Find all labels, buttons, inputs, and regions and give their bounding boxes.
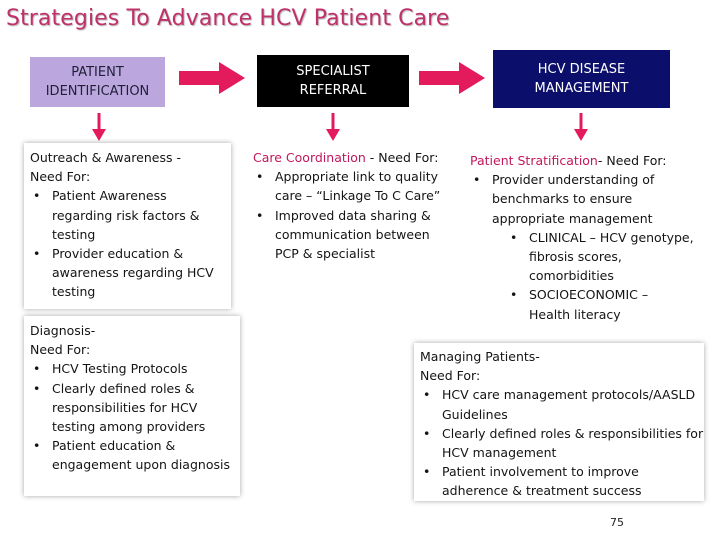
care-heading [253, 148, 453, 167]
bullet-item: • Patient education & engagement upon diagnosis [30, 436, 236, 474]
managing-patients-section [420, 347, 704, 501]
strat-heading-rest: - Need For: [597, 153, 667, 168]
bullet-item: • HCV Testing Protocols [30, 359, 236, 378]
outreach-heading: Outreach & Awareness - [30, 150, 181, 165]
header-line: REFERRAL [299, 83, 367, 98]
page-number: 75 [610, 516, 624, 529]
bullet-item: • Appropriate link to quality care – “Linkage To C Care” [253, 167, 453, 205]
header-line: IDENTIFICATION [45, 84, 150, 99]
bullet-item: • HCV care management protocols/AASLD Guidelines [420, 385, 704, 423]
care-heading-highlight: Care Coordination [253, 150, 366, 165]
header-line: PATIENT [71, 65, 124, 80]
bullet-item: • Clearly defined roles & responsibilities for HCV management [420, 424, 704, 462]
arrow-right-icon [179, 60, 245, 96]
outreach-section [30, 148, 230, 302]
care-heading-rest: - Need For: [365, 150, 439, 165]
bullet-item: • Patient involvement to improve adherence & treatment success [420, 462, 704, 500]
header-patient-identification [30, 57, 165, 107]
arrow-down-icon [574, 113, 588, 141]
patient-stratification-section [470, 151, 718, 324]
arrow-right-icon [419, 60, 485, 96]
arrow-down-icon [326, 113, 340, 141]
care-coordination-section [253, 148, 453, 263]
bullet-item: • Clearly defined roles & responsibilities for HCV testing among providers [30, 379, 236, 437]
arrow-down-icon [92, 113, 106, 141]
bullet-item: • Provider education & awareness regarding HCV testing [30, 244, 230, 302]
header-specialist-referral [257, 55, 409, 107]
slide-title: Strategies To Advance HCV Patient Care [6, 6, 450, 31]
sub-bullet-item: • SOCIOECONOMIC – Health literacy [507, 285, 689, 323]
need-for-label: Need For: [420, 368, 481, 384]
sub-bullet-item: • CLINICAL – HCV genotype, fibrosis scores, comorbidities [507, 228, 704, 286]
header-line: SPECIALIST [296, 64, 370, 79]
bullet-item: • Patient Awareness regarding risk factors & testing [30, 186, 230, 244]
bullet-item: • Provider understanding of benchmarks to ensure appropriate management [470, 170, 692, 228]
strat-heading [470, 151, 718, 170]
bullet-item: • Improved data sharing & communication between PCP & specialist [253, 206, 453, 264]
diagnosis-heading: Diagnosis- [30, 323, 96, 338]
header-hcv-disease-management [493, 50, 670, 108]
managing-heading: Managing Patients- [420, 349, 540, 364]
header-line: MANAGEMENT [534, 81, 629, 96]
diagnosis-section [30, 321, 236, 475]
need-for-label: Need For: [30, 342, 91, 358]
header-line: HCV DISEASE [537, 62, 626, 77]
need-for-label: Need For: [30, 169, 91, 185]
strat-heading-highlight: Patient Stratification [470, 153, 598, 168]
